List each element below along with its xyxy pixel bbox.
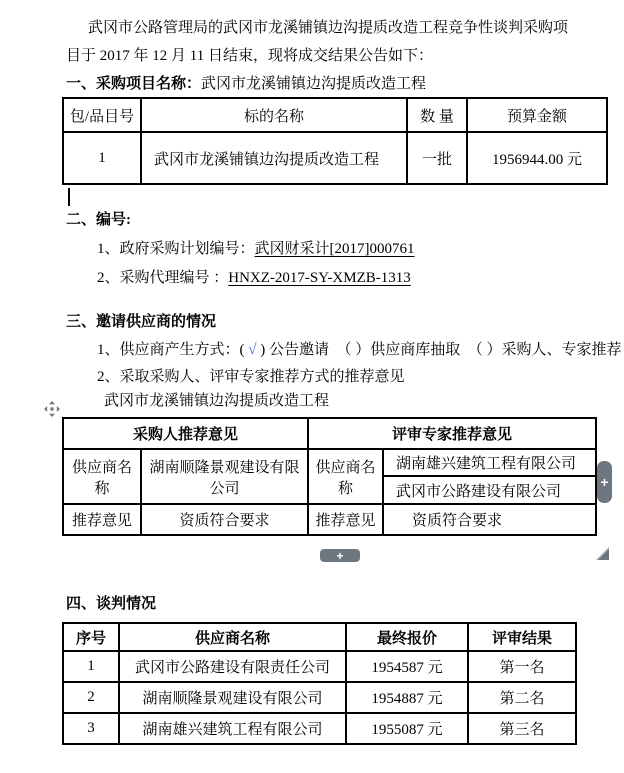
plus-icon: + [336, 548, 344, 563]
items-header-quantity[interactable]: 数 量 [407, 98, 467, 132]
checkmark-icon: √ [248, 342, 257, 358]
neg-header-supplier[interactable]: 供应商名称 [119, 623, 346, 651]
agency-number-value: HNXZ-2017-SY-XMZB-1313 [228, 270, 411, 286]
items-table-header-row [63, 98, 607, 132]
plan-number-label: 1、政府采购计划编号： [97, 241, 255, 257]
buyer-opinion-value[interactable]: 资质符合要求 [141, 504, 308, 535]
text-caret [68, 188, 70, 206]
items-cell-subject[interactable]: 武冈市龙溪铺镇边沟提质改造工程 [141, 132, 407, 184]
recommend-header-expert[interactable]: 评审专家推荐意见 [308, 418, 596, 449]
items-cell-quantity[interactable]: 一批 [407, 132, 467, 184]
plan-number-value: 武冈财采计[2017]000761 [254, 241, 415, 257]
items-table-row [63, 132, 607, 184]
expert-opinion-value[interactable]: 资质符合要求 [383, 504, 596, 535]
neg-cell-price[interactable]: 1954887 元 [346, 682, 468, 713]
supplier-method-options: ) 公告邀请 （ ）供应商库抽取 （ ）采购人、专家推荐 [256, 342, 622, 358]
neg-cell-result[interactable]: 第二名 [468, 682, 576, 713]
neg-cell-result[interactable]: 第一名 [468, 651, 576, 682]
negotiation-table[interactable] [62, 622, 577, 745]
recommendation-table[interactable] [62, 417, 597, 536]
negotiation-row [63, 651, 576, 682]
recommend-header-buyer[interactable]: 采购人推荐意见 [63, 418, 308, 449]
negotiation-header-row [63, 623, 576, 651]
items-cell-package[interactable]: 1 [63, 132, 141, 184]
neg-cell-supplier[interactable]: 武冈市公路建设有限责任公司 [119, 651, 346, 682]
supplier-method-line[interactable] [97, 340, 621, 360]
plan-number-line[interactable] [97, 239, 415, 259]
neg-header-index[interactable]: 序号 [63, 623, 119, 651]
section-3-heading[interactable]: 三、邀请供应商的情况 [66, 314, 217, 330]
plus-icon: + [600, 474, 609, 490]
section-2-heading[interactable]: 二、编号: [66, 212, 131, 228]
section-4-heading[interactable]: 四、谈判情况 [66, 596, 157, 612]
neg-cell-supplier[interactable]: 湖南雄兴建筑工程有限公司 [119, 713, 346, 744]
neg-header-price[interactable]: 最终报价 [346, 623, 468, 651]
buyer-opinion-label[interactable]: 推荐意见 [63, 504, 141, 535]
recommend-table-title[interactable]: 武冈市龙溪铺镇边沟提质改造工程 [104, 393, 330, 409]
items-header-package[interactable]: 包/品目号 [63, 98, 141, 132]
buyer-supplier-label[interactable]: 供应商名称 [63, 449, 141, 504]
recommend-header-row [63, 418, 596, 449]
section-1-value: 武冈市龙溪铺镇边沟提质改造工程 [201, 76, 427, 92]
intro-line-2[interactable]: 目于 2017 年 12 月 11 日结束，现将成交结果公告如下： [66, 48, 433, 64]
table-resize-handle-icon[interactable] [596, 547, 609, 560]
recommend-supplier-row [63, 449, 596, 476]
supplier-method-prefix: 1、供应商产生方式：( [97, 342, 249, 358]
insert-column-button[interactable] [597, 461, 612, 503]
recommendation-note-line[interactable]: 2、采取采购人、评审专家推荐方式的推荐意见 [97, 369, 405, 385]
section-1-heading[interactable] [66, 74, 426, 94]
neg-cell-result[interactable]: 第三名 [468, 713, 576, 744]
expert-opinion-label[interactable]: 推荐意见 [308, 504, 383, 535]
expert-supplier-label[interactable]: 供应商名称 [308, 449, 383, 504]
neg-header-result[interactable]: 评审结果 [468, 623, 576, 651]
recommend-opinion-row [63, 504, 596, 535]
items-cell-budget[interactable]: 1956944.00 元 [467, 132, 607, 184]
table-move-handle-icon[interactable] [44, 401, 60, 417]
agency-number-label: 2、采购代理编号 ： [97, 270, 229, 286]
negotiation-row [63, 682, 576, 713]
expert-supplier-1[interactable]: 湖南雄兴建筑工程有限公司 [383, 449, 596, 476]
items-header-budget[interactable]: 预算金额 [467, 98, 607, 132]
neg-cell-supplier[interactable]: 湖南顺隆景观建设有限公司 [119, 682, 346, 713]
neg-cell-index[interactable]: 3 [63, 713, 119, 744]
section-1-label: 一、采购项目名称： [66, 76, 202, 92]
agency-number-line[interactable] [97, 268, 411, 288]
items-table[interactable] [62, 97, 608, 185]
neg-cell-price[interactable]: 1955087 元 [346, 713, 468, 744]
neg-cell-index[interactable]: 1 [63, 651, 119, 682]
items-header-subject[interactable]: 标的名称 [141, 98, 407, 132]
neg-cell-price[interactable]: 1954587 元 [346, 651, 468, 682]
intro-line-1[interactable]: 武冈市公路管理局的武冈市龙溪铺镇边沟提质改造工程竞争性谈判采购项 [88, 20, 569, 36]
negotiation-row [63, 713, 576, 744]
expert-supplier-2[interactable]: 武冈市公路建设有限公司 [383, 476, 596, 504]
buyer-supplier-value[interactable]: 湖南顺隆景观建设有限公司 [141, 449, 308, 504]
neg-cell-index[interactable]: 2 [63, 682, 119, 713]
insert-row-button[interactable] [320, 549, 360, 562]
